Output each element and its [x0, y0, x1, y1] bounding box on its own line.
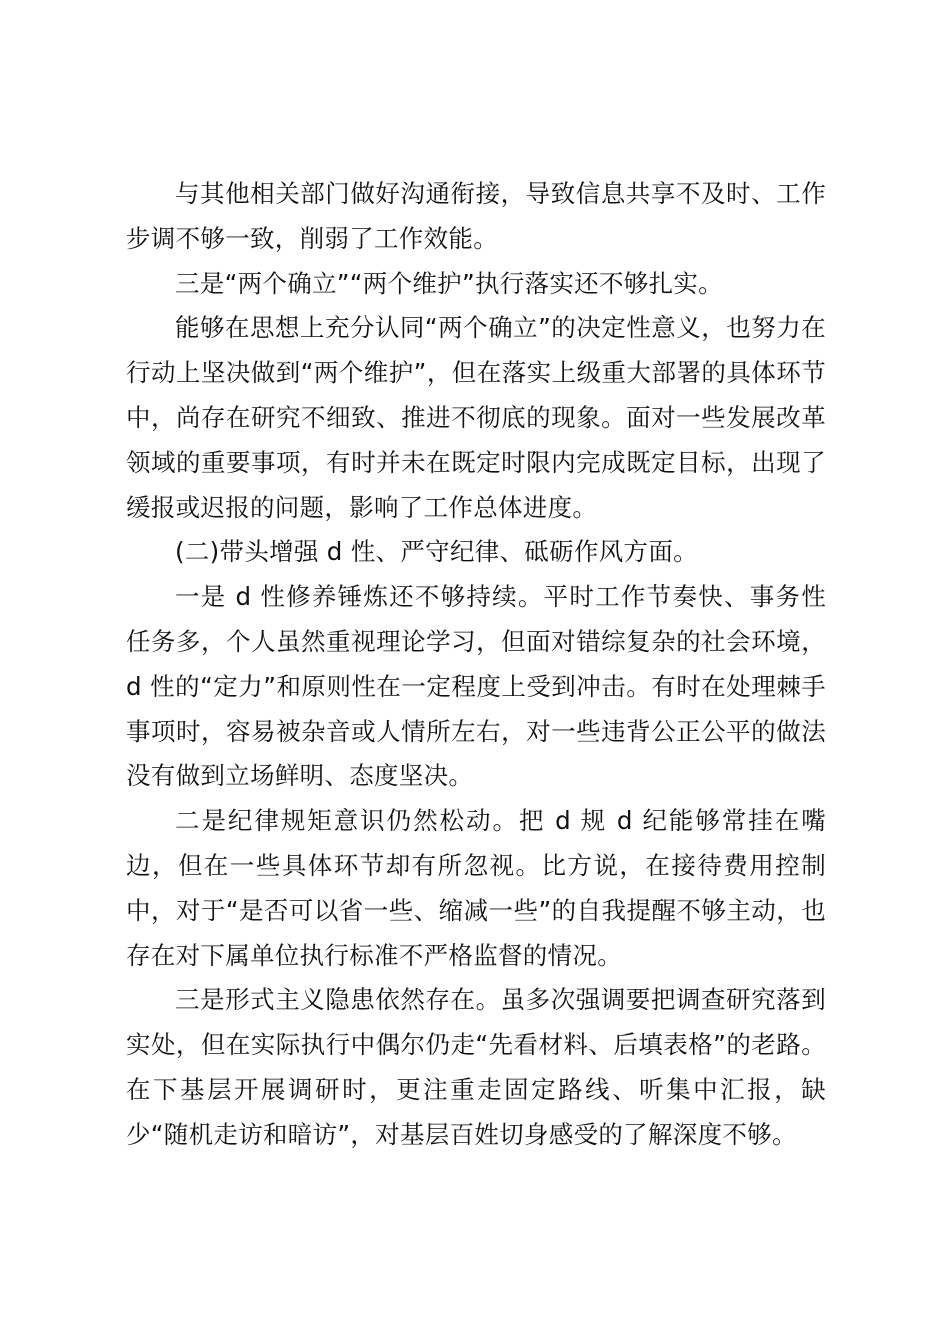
paragraph-6: 二是纪律规矩意识仍然松动。把 d 规 d 纪能够常挂在嘴边，但在一些具体环节却有所忽视。比方说，在接待费用控制中，对于“是否可以省一些、缩减一些”的自我提醒不够主动，也存在对下属单位执行标准不严格监督的情况。: [126, 806, 826, 970]
paragraph-1: 与其他相关部门做好沟通衔接，导致信息共享不及时、工作步调不够一致，削弱了工作效能。: [126, 179, 826, 253]
paragraph-2: 三是“两个确立”“两个维护”执行落实还不够扎实。: [175, 268, 723, 298]
section-heading: (二)带头增强 d 性、严守纪律、砥砺作风方面。: [175, 537, 698, 567]
document-body: [126, 172, 826, 1158]
paragraph-7: 三是形式主义隐患依然存在。虽多次强调要把调查研究落到实处，但在实际执行中偶尔仍走“先看材料、后填表格”的老路。在下基层开展调研时，更注重走固定路线、听集中汇报，缺少“随机走访和暗访”，对基层百姓切身感受的了解深度不够。: [126, 985, 826, 1149]
paragraph-3: 能够在思想上充分认同“两个确立”的决定性意义，也努力在行动上坚决做到“两个维护”，但在落实上级重大部署的具体环节中，尚存在研究不细致、推进不彻底的现象。面对一些发展改革领域的重要事项，有时并未在既定时限内完成既定目标，出现了缓报或迟报的问题，影响了工作总体进度。: [126, 313, 826, 522]
paragraph-5: 一是 d 性修养锤炼还不够持续。平时工作节奏快、事务性任务多，个人虽然重视理论学习，但面对错综复杂的社会环境，d 性的“定力”和原则性在一定程度上受到冲击。有时在处理棘手事项时，容易被杂音或人情所左右，对一些违背公正公平的做法没有做到立场鲜明、态度坚决。: [126, 582, 826, 791]
